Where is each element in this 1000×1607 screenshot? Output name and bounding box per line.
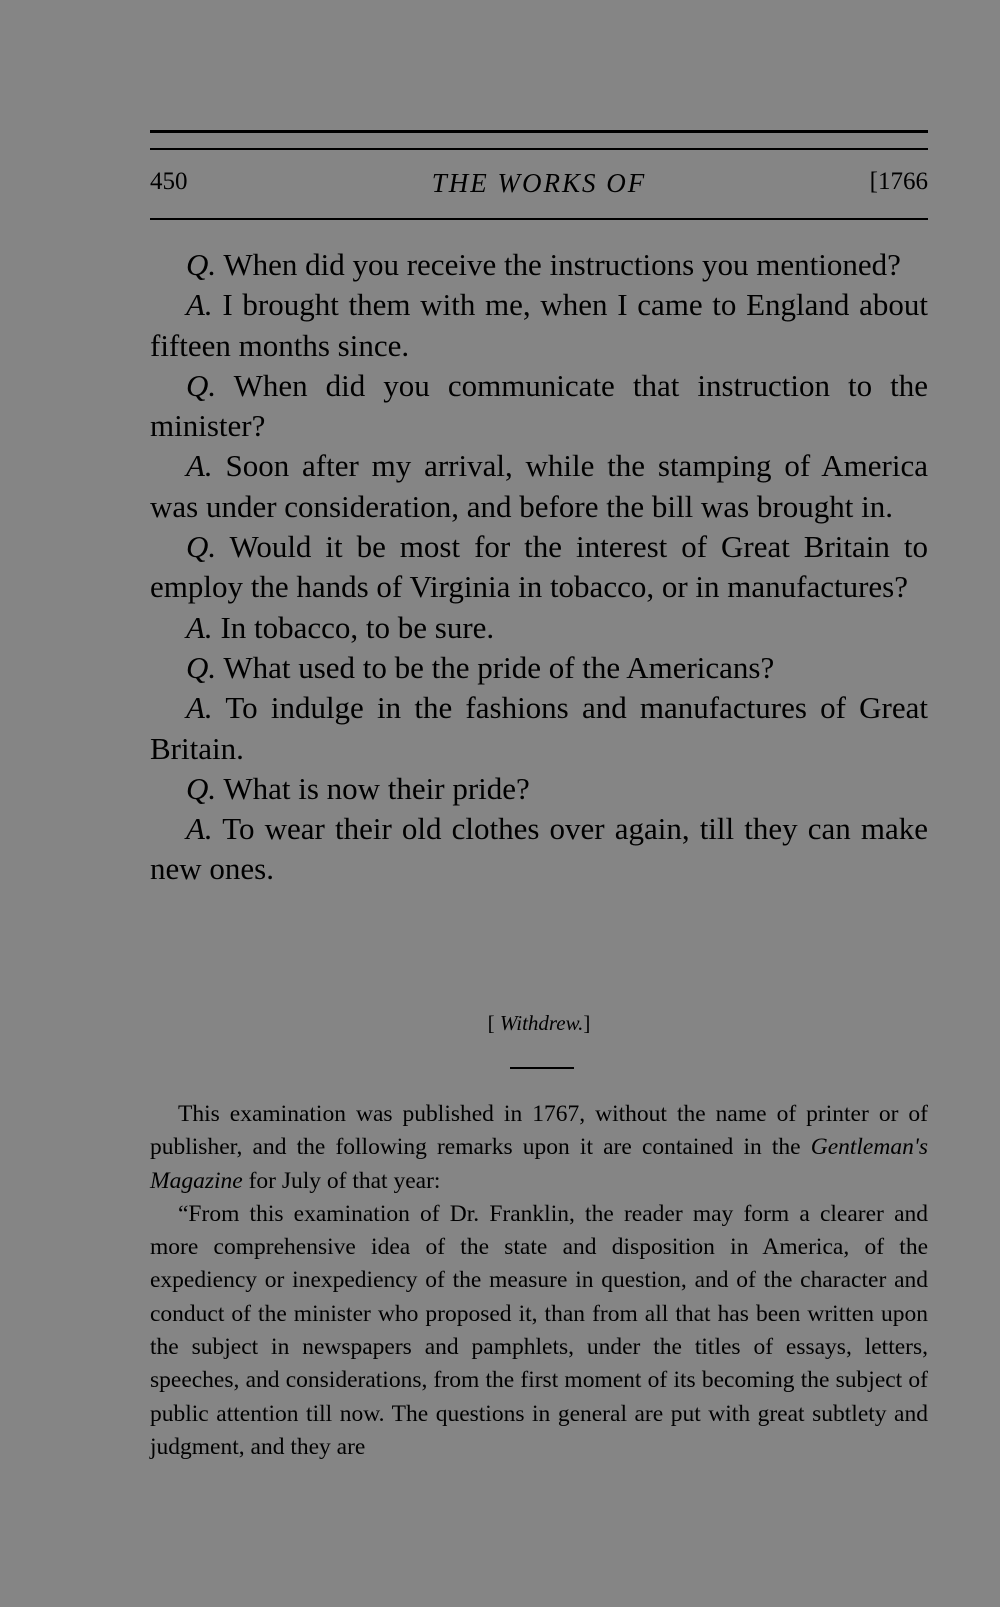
speaker-label: Q. <box>186 367 217 403</box>
speaker-label: Q. <box>186 770 217 806</box>
dialogue-text: In tobacco, to be sure. <box>220 609 495 645</box>
dialogue-text: What used to be the pride of the Americans? <box>223 649 775 685</box>
dialogue-line <box>150 769 928 809</box>
dialogue-line <box>150 245 928 285</box>
note-text: for July of that year: <box>248 1167 441 1194</box>
dialogue-line <box>150 285 928 366</box>
running-title: THE WORKS OF <box>431 168 647 198</box>
speaker-label: A. <box>186 609 213 645</box>
testimony-dialogue <box>150 245 928 890</box>
dialogue-text: When did you receive the instructions you mentioned? <box>223 247 901 282</box>
speaker-label: A. <box>186 811 213 847</box>
note-text: This examination was published in 1767, without the name of printer or of publisher, and the following remarks upon it are contained in the <box>150 1101 928 1161</box>
speaker-label: A. <box>186 448 213 484</box>
bracket-close: ] <box>583 1011 591 1035</box>
dialogue-text: When did you communicate that instruction to the minister? <box>150 367 928 444</box>
dialogue-line <box>150 688 928 769</box>
dialogue-line <box>150 446 928 527</box>
note-paragraph <box>150 1098 928 1198</box>
page-number: 450 <box>150 168 188 195</box>
dialogue-line <box>150 608 928 648</box>
header-year: [1766 <box>869 168 928 195</box>
stage-direction <box>150 1011 928 1036</box>
withdrew-text: Withdrew. <box>499 1011 584 1035</box>
header-rule <box>150 218 928 220</box>
section-divider <box>510 1067 574 1069</box>
publication-title: Gentleman's Magazine <box>150 1134 929 1194</box>
dialogue-text: Soon after my arrival, while the stamping of America was under consideration, and before the bill was brought in. <box>150 448 928 524</box>
speaker-label: Q. <box>186 529 217 565</box>
dialogue-text: What is now their pride? <box>223 770 530 806</box>
speaker-label: A. <box>186 287 213 323</box>
dialogue-text: Would it be most for the interest of Great Britain to employ the hands of Virginia in tobacco, or in manufactures? <box>150 529 928 605</box>
speaker-label: A. <box>186 690 213 726</box>
note-paragraph <box>150 1198 928 1464</box>
dialogue-line <box>150 809 928 890</box>
bracket-open: [ <box>487 1011 495 1035</box>
quoted-remarks: “From this examination of Dr. Franklin, the reader may form a clearer and more comprehensive idea of the state and disposition in America, of the expediency or inexpediency of the measure in question, and of the character and conduct of the minister who proposed it, than from all that has been written upon the subject in newspapers and pamphlets, under the titles of essays, letters, speeches, and considerations, from the first moment of its becoming the subject of public attention till now. The questions in general are put with great subtlety and judgment, and they are <box>150 1200 928 1460</box>
dialogue-line <box>150 648 928 688</box>
running-header <box>150 168 928 202</box>
speaker-label: Q. <box>186 247 217 282</box>
dialogue-text: I brought them with me, when I came to England about fifteen months since. <box>150 287 928 363</box>
editorial-note <box>150 1098 928 1464</box>
dialogue-line <box>150 366 928 447</box>
dialogue-text: To wear their old clothes over again, till they can make new ones. <box>150 811 928 887</box>
dialogue-text: To indulge in the fashions and manufactures of Great Britain. <box>150 690 928 766</box>
speaker-label: Q. <box>186 649 217 685</box>
top-rule <box>150 130 928 133</box>
top-rule-thin <box>150 148 928 150</box>
dialogue-line <box>150 527 928 608</box>
